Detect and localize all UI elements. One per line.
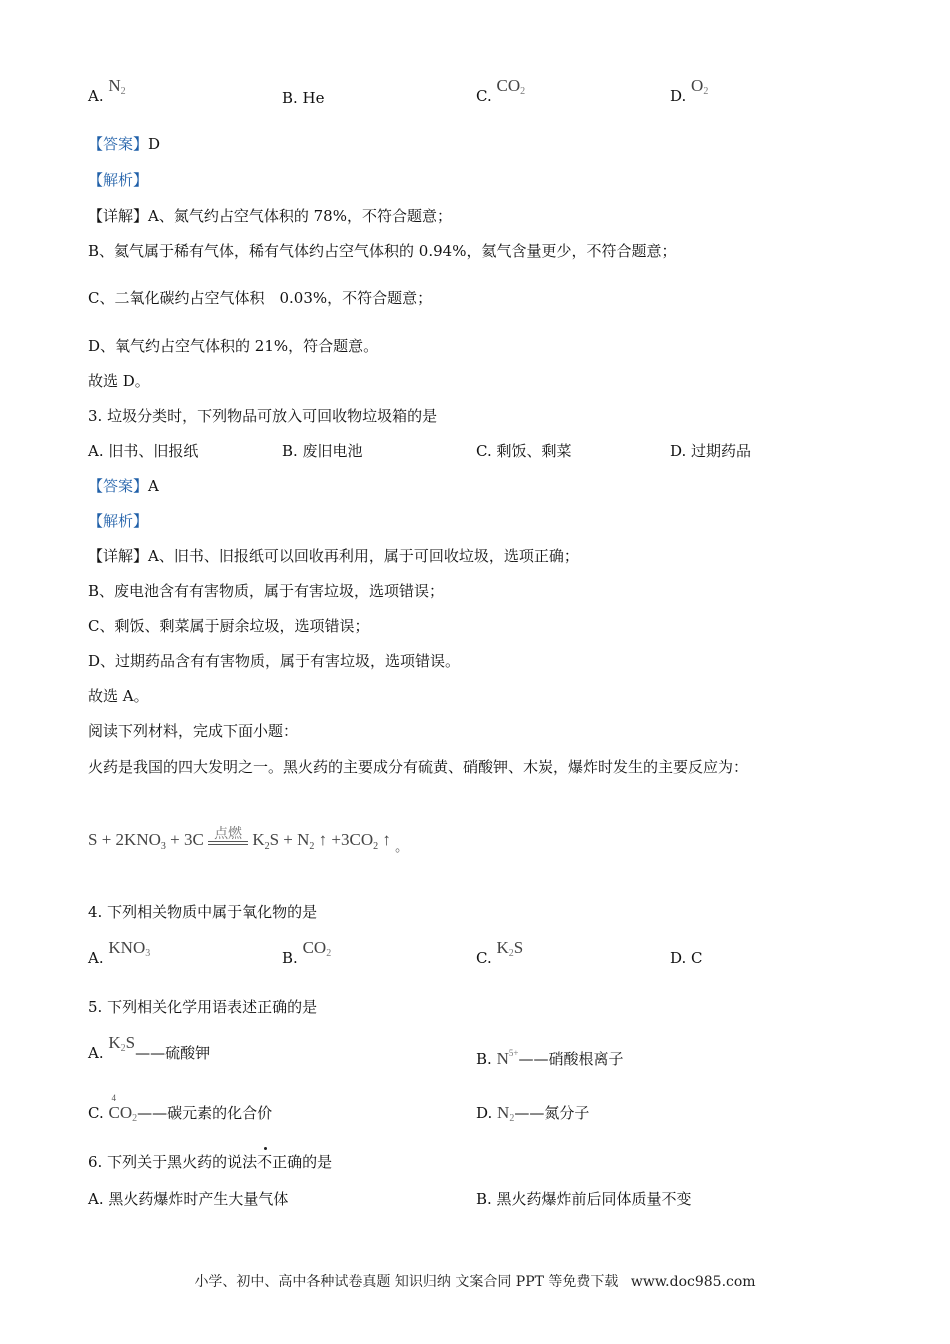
q2-answer: 【答案】D <box>88 135 161 153</box>
q5-stem: 5. 下列相关化学用语表述正确的是 <box>88 998 318 1016</box>
q3-detail-d: D、过期药品含有有害物质，属于有害垃圾，选项错误。 <box>88 652 461 670</box>
footer-link[interactable]: www.doc985.com <box>630 1274 756 1290</box>
q3-option-b: B. 废旧电池 <box>282 442 363 460</box>
q4-stem: 4. 下列相关物质中属于氧化物的是 <box>88 903 318 921</box>
q2-option-c: C. $CO_2$ <box>476 76 526 105</box>
q6-option-b: B. 黑火药爆炸前后同体质量不变 <box>476 1190 692 1208</box>
q6-stem: 6. 下列关于黑火药的说法不正确的是 <box>88 1153 333 1171</box>
q2-detail-d: D、氧气约占空气体积的 21%，符合题意。 <box>88 337 379 355</box>
q2-option-d: D. $O_2$ <box>670 76 709 105</box>
formula-co2: $CO_2$ <box>496 76 526 97</box>
q3-answer: 【答案】A <box>88 477 159 495</box>
answer-tag: 【答案】 <box>88 135 149 153</box>
q2-detail-c: C、二氧化碳约占空气体积 0.03%，不符合题意； <box>88 289 433 307</box>
q5-option-a: A. $K_2S——$硫酸钾 <box>88 1033 211 1062</box>
q2-option-b: B. He <box>282 89 325 107</box>
q4-option-c: C. $K_2S$ <box>476 938 524 967</box>
q3-detail-a: 【详解】A、旧书、旧报纸可以回收再利用，属于可回收垃圾，选项正确； <box>88 547 579 565</box>
formula-n2: $N_2$ <box>108 76 126 97</box>
q3-conclusion: 故选 A。 <box>88 687 149 705</box>
page-footer <box>0 1271 950 1291</box>
material-text: 火药是我国的四大发明之一。黑火药的主要成分有硫黄、硝酸钾、木炭，爆炸时发生的主要反应为： <box>88 758 749 776</box>
q5-option-d: D. $N_2——$氮分子 <box>476 1103 590 1124</box>
q5-option-c: C. 4 $CO_2——$碳元素的化合价 <box>88 1093 273 1124</box>
q5-option-b: B. $N^{5+}——$硝酸根离子 <box>476 1048 624 1068</box>
q2-conclusion: 故选 D。 <box>88 372 150 390</box>
q2-detail-b: B、氦气属于稀有气体，稀有气体约占空气体积的 0.94%，氦气含量更少，不符合题意； <box>88 242 677 260</box>
q3-option-c: C. 剩饭、剩菜 <box>476 442 572 460</box>
q2-option-a: A. $N_2$ <box>88 76 126 105</box>
q6-option-a: A. 黑火药爆炸时产生大量气体 <box>88 1190 289 1208</box>
q3-detail-b: B、废电池含有有害物质，属于有害垃圾，选项错误； <box>88 582 445 600</box>
q3-detail-c: C、剩饭、剩菜属于厨余垃圾，选项错误； <box>88 617 370 635</box>
q4-option-a: A. $KNO_3$ <box>88 938 151 967</box>
reaction-equation: $S + 2KNO_3 + 3C$ 点燃 $K_2S + N_2$ ↑ $+3CO_2$ ↑ $_。$ <box>88 826 409 854</box>
formula-o2: $O_2$ <box>691 76 709 97</box>
footer-text: 小学、初中、高中各种试卷真题 知识归纳 文案合同 PPT 等免费下载 <box>194 1274 619 1290</box>
material-intro: 阅读下列材料，完成下面小题： <box>88 722 299 740</box>
q3-option-a: A. 旧书、旧报纸 <box>88 442 199 460</box>
q3-stem: 3. 垃圾分类时，下列物品可放入可回收物垃圾箱的是 <box>88 407 438 425</box>
q2-analysis-tag: 【解析】 <box>88 171 149 189</box>
q2-detail-a: 【详解】A、氮气约占空气体积的 78%，不符合题意； <box>88 207 452 225</box>
q4-option-d: D. C <box>670 949 703 967</box>
reaction-condition: 点燃 <box>208 841 248 845</box>
q3-option-d: D. 过期药品 <box>670 442 752 460</box>
q4-option-b: B. $CO_2$ <box>282 938 332 967</box>
q3-analysis-tag: 【解析】 <box>88 512 149 530</box>
emphasis-mark: 不 <box>257 1153 273 1171</box>
